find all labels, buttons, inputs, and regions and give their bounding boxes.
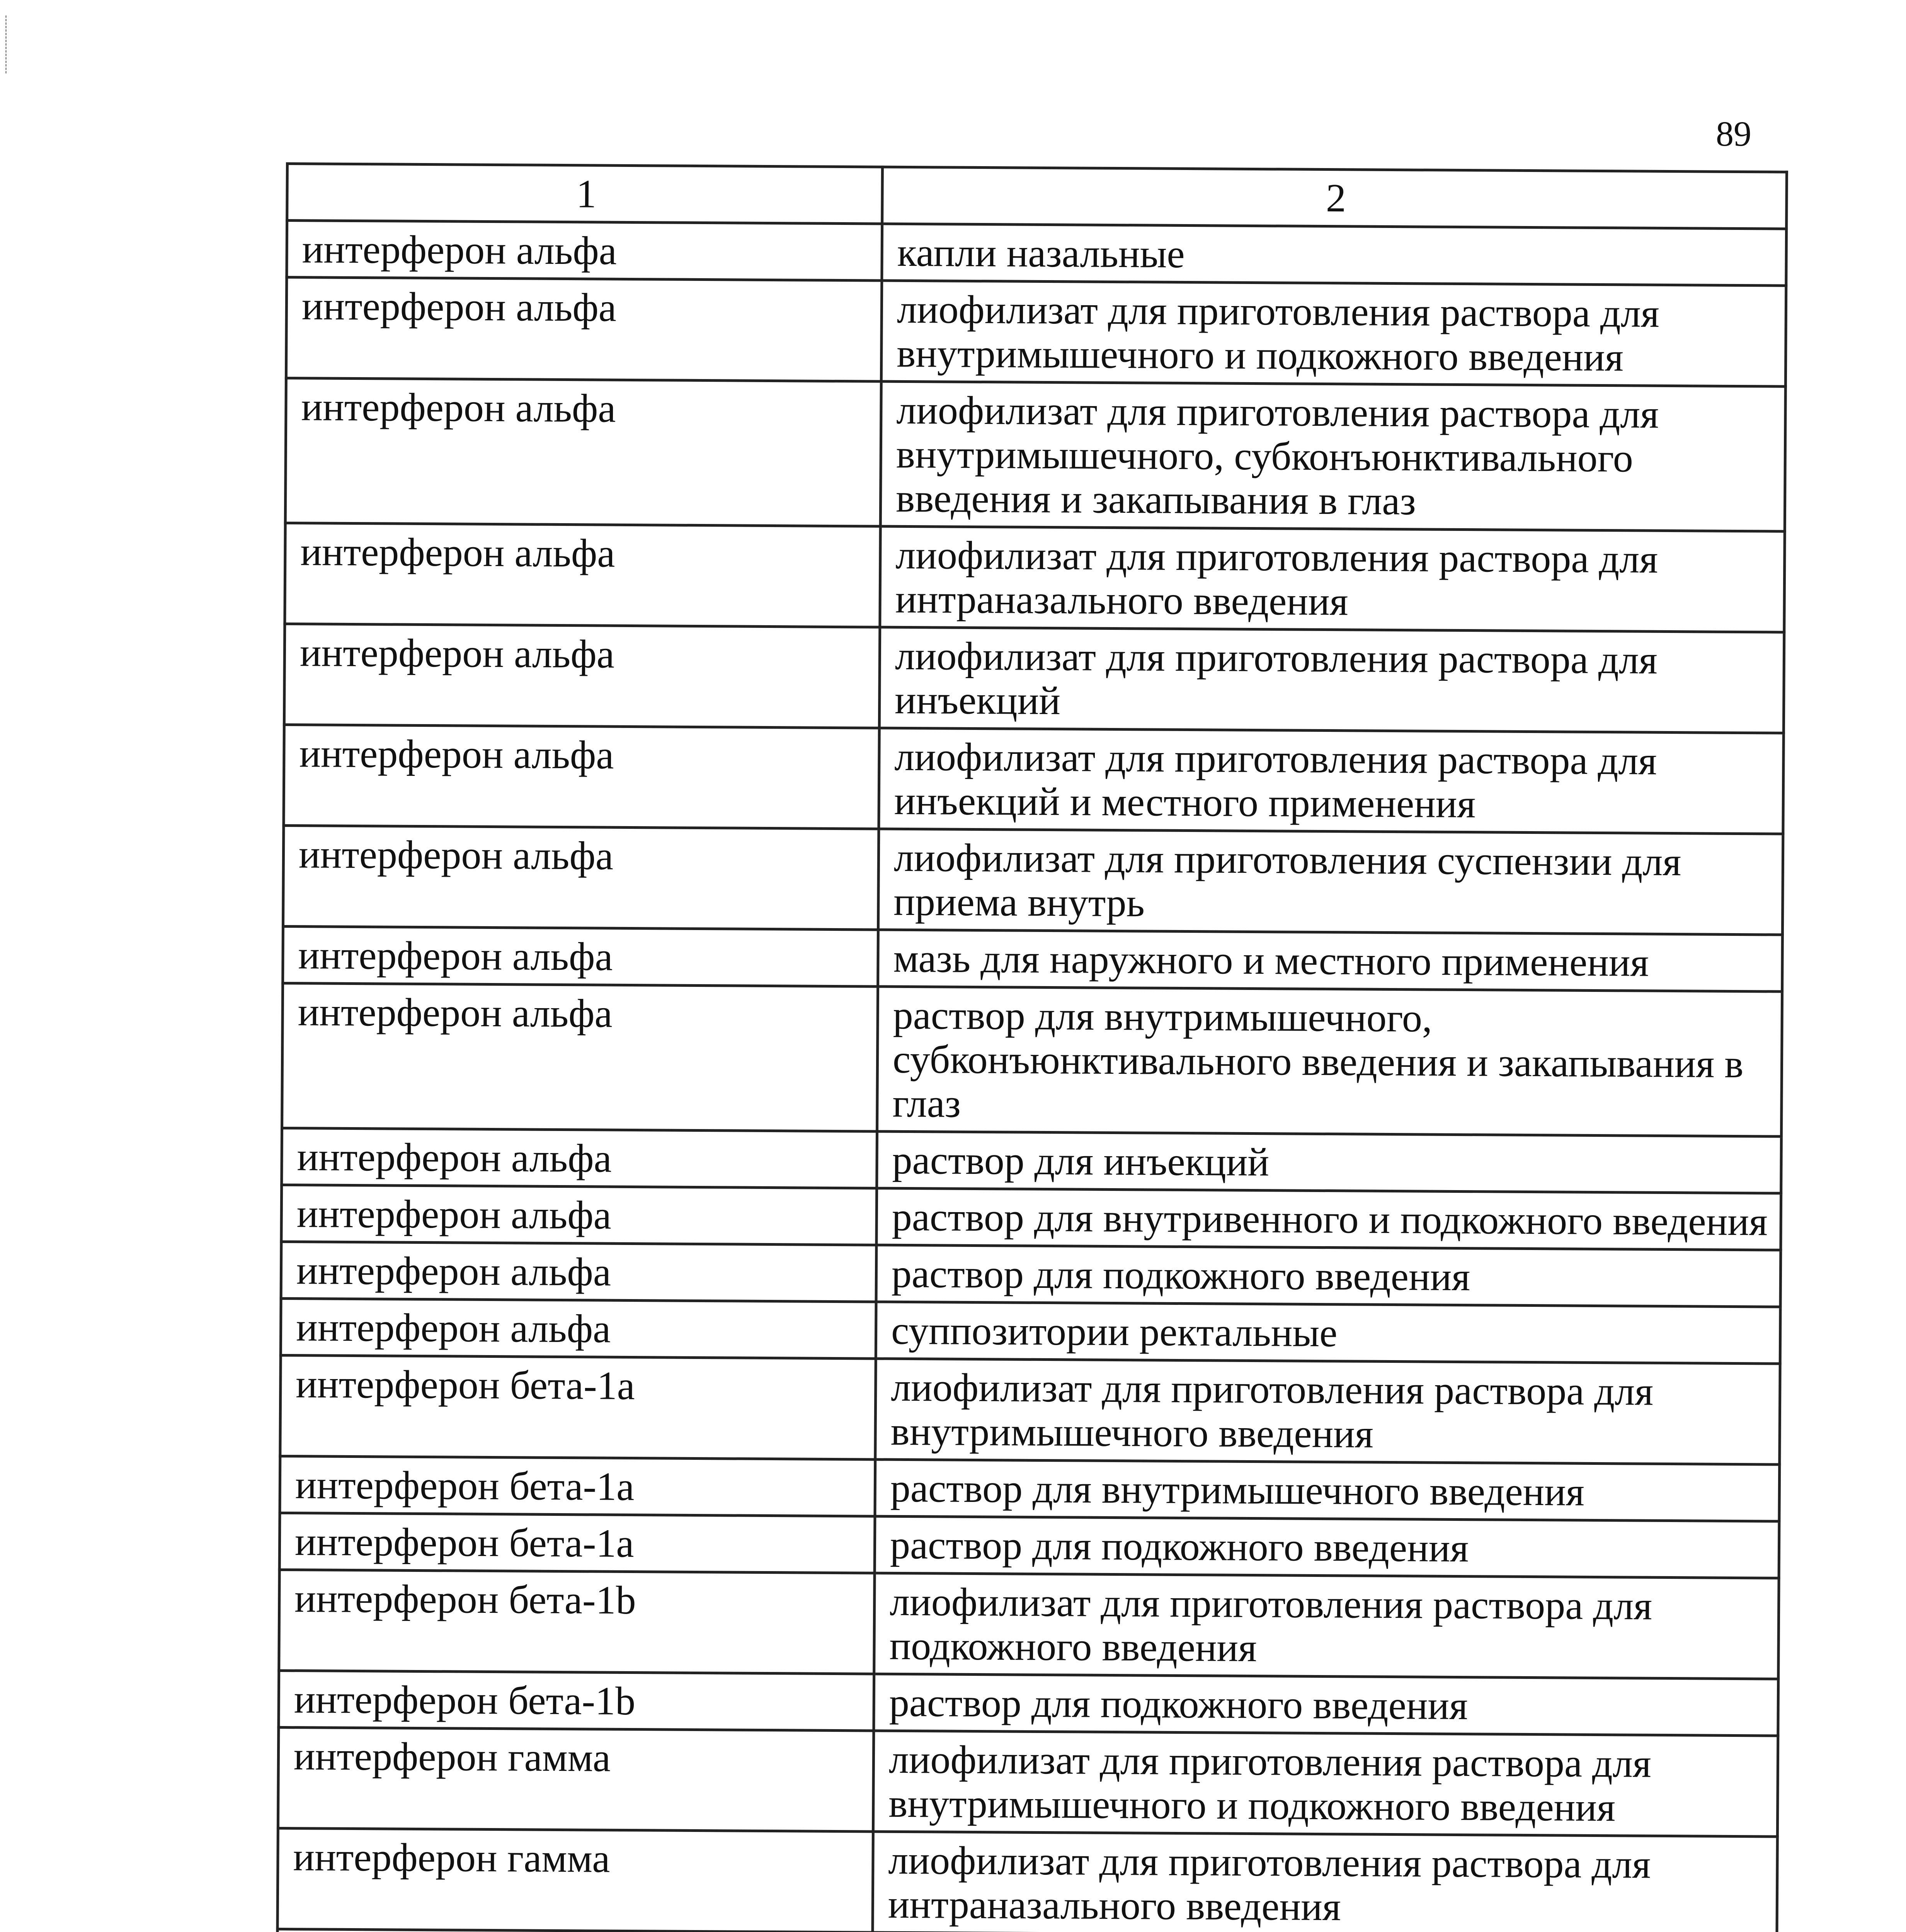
dosage-form-cell: лиофилизат для приготовления раствора для инъекций <box>879 627 1784 733</box>
drug-name-cell: интерферон альфа <box>281 1298 876 1359</box>
table-row <box>279 1570 1779 1679</box>
drug-name-cell: интерферон бета-1b <box>279 1670 874 1731</box>
table-row <box>279 1670 1778 1736</box>
column-1-header: 1 <box>287 164 883 224</box>
dosage-form-cell: суппозитории ректальные <box>876 1302 1780 1364</box>
drug-name-cell: интерферон альфа <box>287 221 882 281</box>
drug-name-cell: интерферон бета-1а <box>279 1513 875 1573</box>
dosage-form-cell: лиофилизат для приготовления раствора для внутримышечного, субконъюнктивального введения и закапывания в глаз <box>880 381 1785 531</box>
table-row <box>282 983 1782 1136</box>
table-header-row <box>287 164 1787 229</box>
dosage-form-cell: раствор для подкожного введения <box>876 1245 1781 1307</box>
drug-name-cell: интерферон альфа <box>282 1128 877 1188</box>
drug-name-cell: интерферон альфа <box>285 378 881 527</box>
dosage-form-cell: раствор для подкожного введения <box>875 1516 1779 1578</box>
table-row <box>285 378 1785 532</box>
dosage-form-cell: раствор для инъекций <box>877 1131 1782 1193</box>
dosage-form-cell: лиофилизат для приготовления раствора для инъекций и местного применения <box>879 728 1783 834</box>
dosage-form-cell: раствор для внутримышечного введения <box>875 1459 1780 1521</box>
drug-name-cell: интерферон бета-1а <box>280 1456 875 1516</box>
drug-name-cell: интерферон бета-1а <box>280 1355 876 1459</box>
column-2-header: 2 <box>882 167 1787 229</box>
dosage-form-cell: лиофилизат для приготовления раствора для внутримышечного введения <box>875 1359 1780 1464</box>
drug-name-cell: интерферон альфа <box>281 1185 877 1245</box>
dosage-form-cell: лиофилизат для приготовления суспензии для приема внутрь <box>878 829 1783 935</box>
table-row <box>280 1355 1780 1464</box>
drug-name-cell: интерферон бета-1b <box>279 1570 875 1674</box>
page-number: 89 <box>1716 114 1751 153</box>
table-row <box>283 825 1783 935</box>
table-row <box>280 1456 1780 1521</box>
dosage-form-cell: лиофилизат для приготовления раствора для интраназального введения <box>880 526 1785 632</box>
dosage-form-cell: лиофилизат для приготовления раствора для подкожного введения <box>874 1573 1779 1679</box>
drug-name-cell: интерферон гамма <box>278 1727 873 1832</box>
table-body <box>276 164 1787 1932</box>
table-row <box>284 624 1784 733</box>
drug-name-cell: интерферон гамма <box>277 1828 873 1932</box>
table-row <box>281 1298 1780 1364</box>
scan-edge-mark <box>5 15 8 73</box>
table-row <box>285 523 1785 633</box>
drug-name-cell: интерферон альфа <box>286 277 882 382</box>
dosage-form-cell: лиофилизат для приготовления раствора для внутримышечного и подкожного введения <box>881 281 1786 386</box>
table-row <box>277 1828 1777 1932</box>
table-row <box>281 1242 1781 1307</box>
dosage-form-cell: лиофилизат для приготовления раствора для интраназального введения <box>873 1832 1777 1932</box>
dosage-form-cell: лиофилизат для приготовления раствора для внутримышечного и подкожного введения <box>873 1731 1778 1837</box>
table-row <box>281 1185 1781 1250</box>
drug-name-cell: интерферон альфа <box>282 983 878 1131</box>
drug-name-cell: интерферон альфа <box>284 624 880 728</box>
dosage-form-cell: раствор для внутривенного и подкожного введения <box>876 1188 1781 1250</box>
drug-name-cell: интерферон альфа <box>285 523 880 628</box>
table-row <box>282 1128 1782 1193</box>
table-row <box>286 277 1786 387</box>
table-row <box>283 926 1783 992</box>
drug-name-cell: интерферон альфа <box>283 825 878 930</box>
table-container <box>275 162 1785 1932</box>
table-row <box>284 724 1783 834</box>
drug-forms-table <box>275 162 1788 1932</box>
dosage-form-cell: раствор для подкожного введения <box>874 1674 1778 1736</box>
dosage-form-cell: мазь для наружного и местного применения <box>878 930 1783 992</box>
dosage-form-cell: раствор для внутримышечного, субконъюнктивального введения и закапывания в глаз <box>877 986 1782 1136</box>
table-row <box>279 1513 1779 1578</box>
table-row <box>287 221 1787 286</box>
dosage-form-cell: капли назальные <box>882 224 1787 286</box>
drug-name-cell: интерферон альфа <box>283 926 878 986</box>
table-row <box>278 1727 1778 1837</box>
drug-name-cell: интерферон альфа <box>281 1242 876 1302</box>
drug-name-cell: интерферон альфа <box>284 724 879 829</box>
